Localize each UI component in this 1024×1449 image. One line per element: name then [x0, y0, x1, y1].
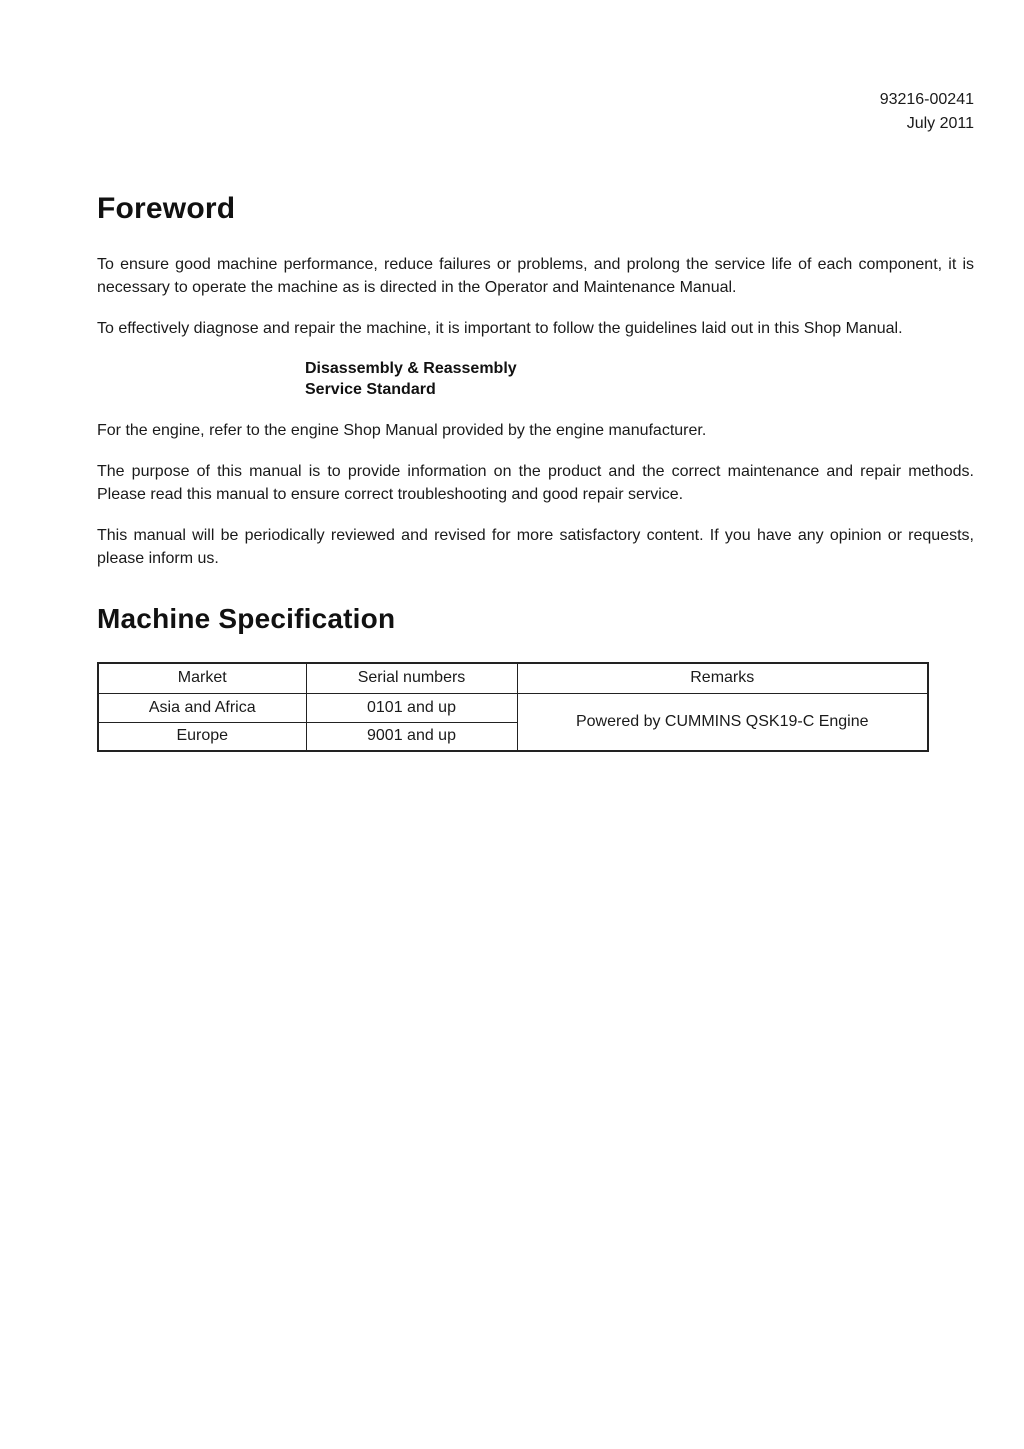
remarks-cell: Powered by CUMMINS QSK19-C Engine	[517, 693, 928, 751]
doc-number: 93216-00241	[879, 91, 974, 108]
foreword-paragraph: For the engine, refer to the engine Shop Manual provided by the engine manufacturer.	[97, 422, 707, 439]
callout-line: Service Standard	[305, 381, 436, 398]
column-header-serial-numbers: Serial numbers	[306, 663, 517, 693]
doc-date: July 2011	[906, 115, 974, 132]
foreword-paragraph: To effectively diagnose and repair the machine, it is important to follow the guidelines laid out in this Shop Manual.	[97, 320, 903, 337]
table-row	[98, 693, 928, 722]
serial-cell: 0101 and up	[306, 693, 517, 722]
column-header-market: Market	[98, 663, 306, 693]
column-header-remarks: Remarks	[517, 663, 928, 693]
callout-line: Disassembly & Reassembly	[305, 360, 517, 377]
foreword-paragraph: This manual will be periodically reviewed and revised for more satisfactory content. If you have any opinion or requests, please inform us.	[97, 527, 974, 567]
foreword-title: Foreword	[97, 192, 236, 225]
foreword-paragraph: The purpose of this manual is to provide information on the product and the correct maintenance and repair methods. Please read this manual to ensure correct troubleshooting and good repair service.	[97, 463, 974, 503]
doc-header	[97, 88, 974, 136]
market-cell: Asia and Africa	[98, 693, 306, 722]
market-cell: Europe	[98, 722, 306, 751]
table-header-row	[98, 663, 928, 693]
machine-spec-table	[97, 662, 929, 752]
foreword-body	[97, 253, 974, 570]
foreword-paragraph: To ensure good machine performance, reduce failures or problems, and prolong the service life of each component, it is necessary to operate the machine as is directed in the Operator and Maintenance Manual.	[97, 256, 974, 296]
serial-cell: 9001 and up	[306, 722, 517, 751]
service-standard-callout	[305, 358, 974, 400]
machine-spec-title: Machine Specification	[97, 603, 396, 634]
